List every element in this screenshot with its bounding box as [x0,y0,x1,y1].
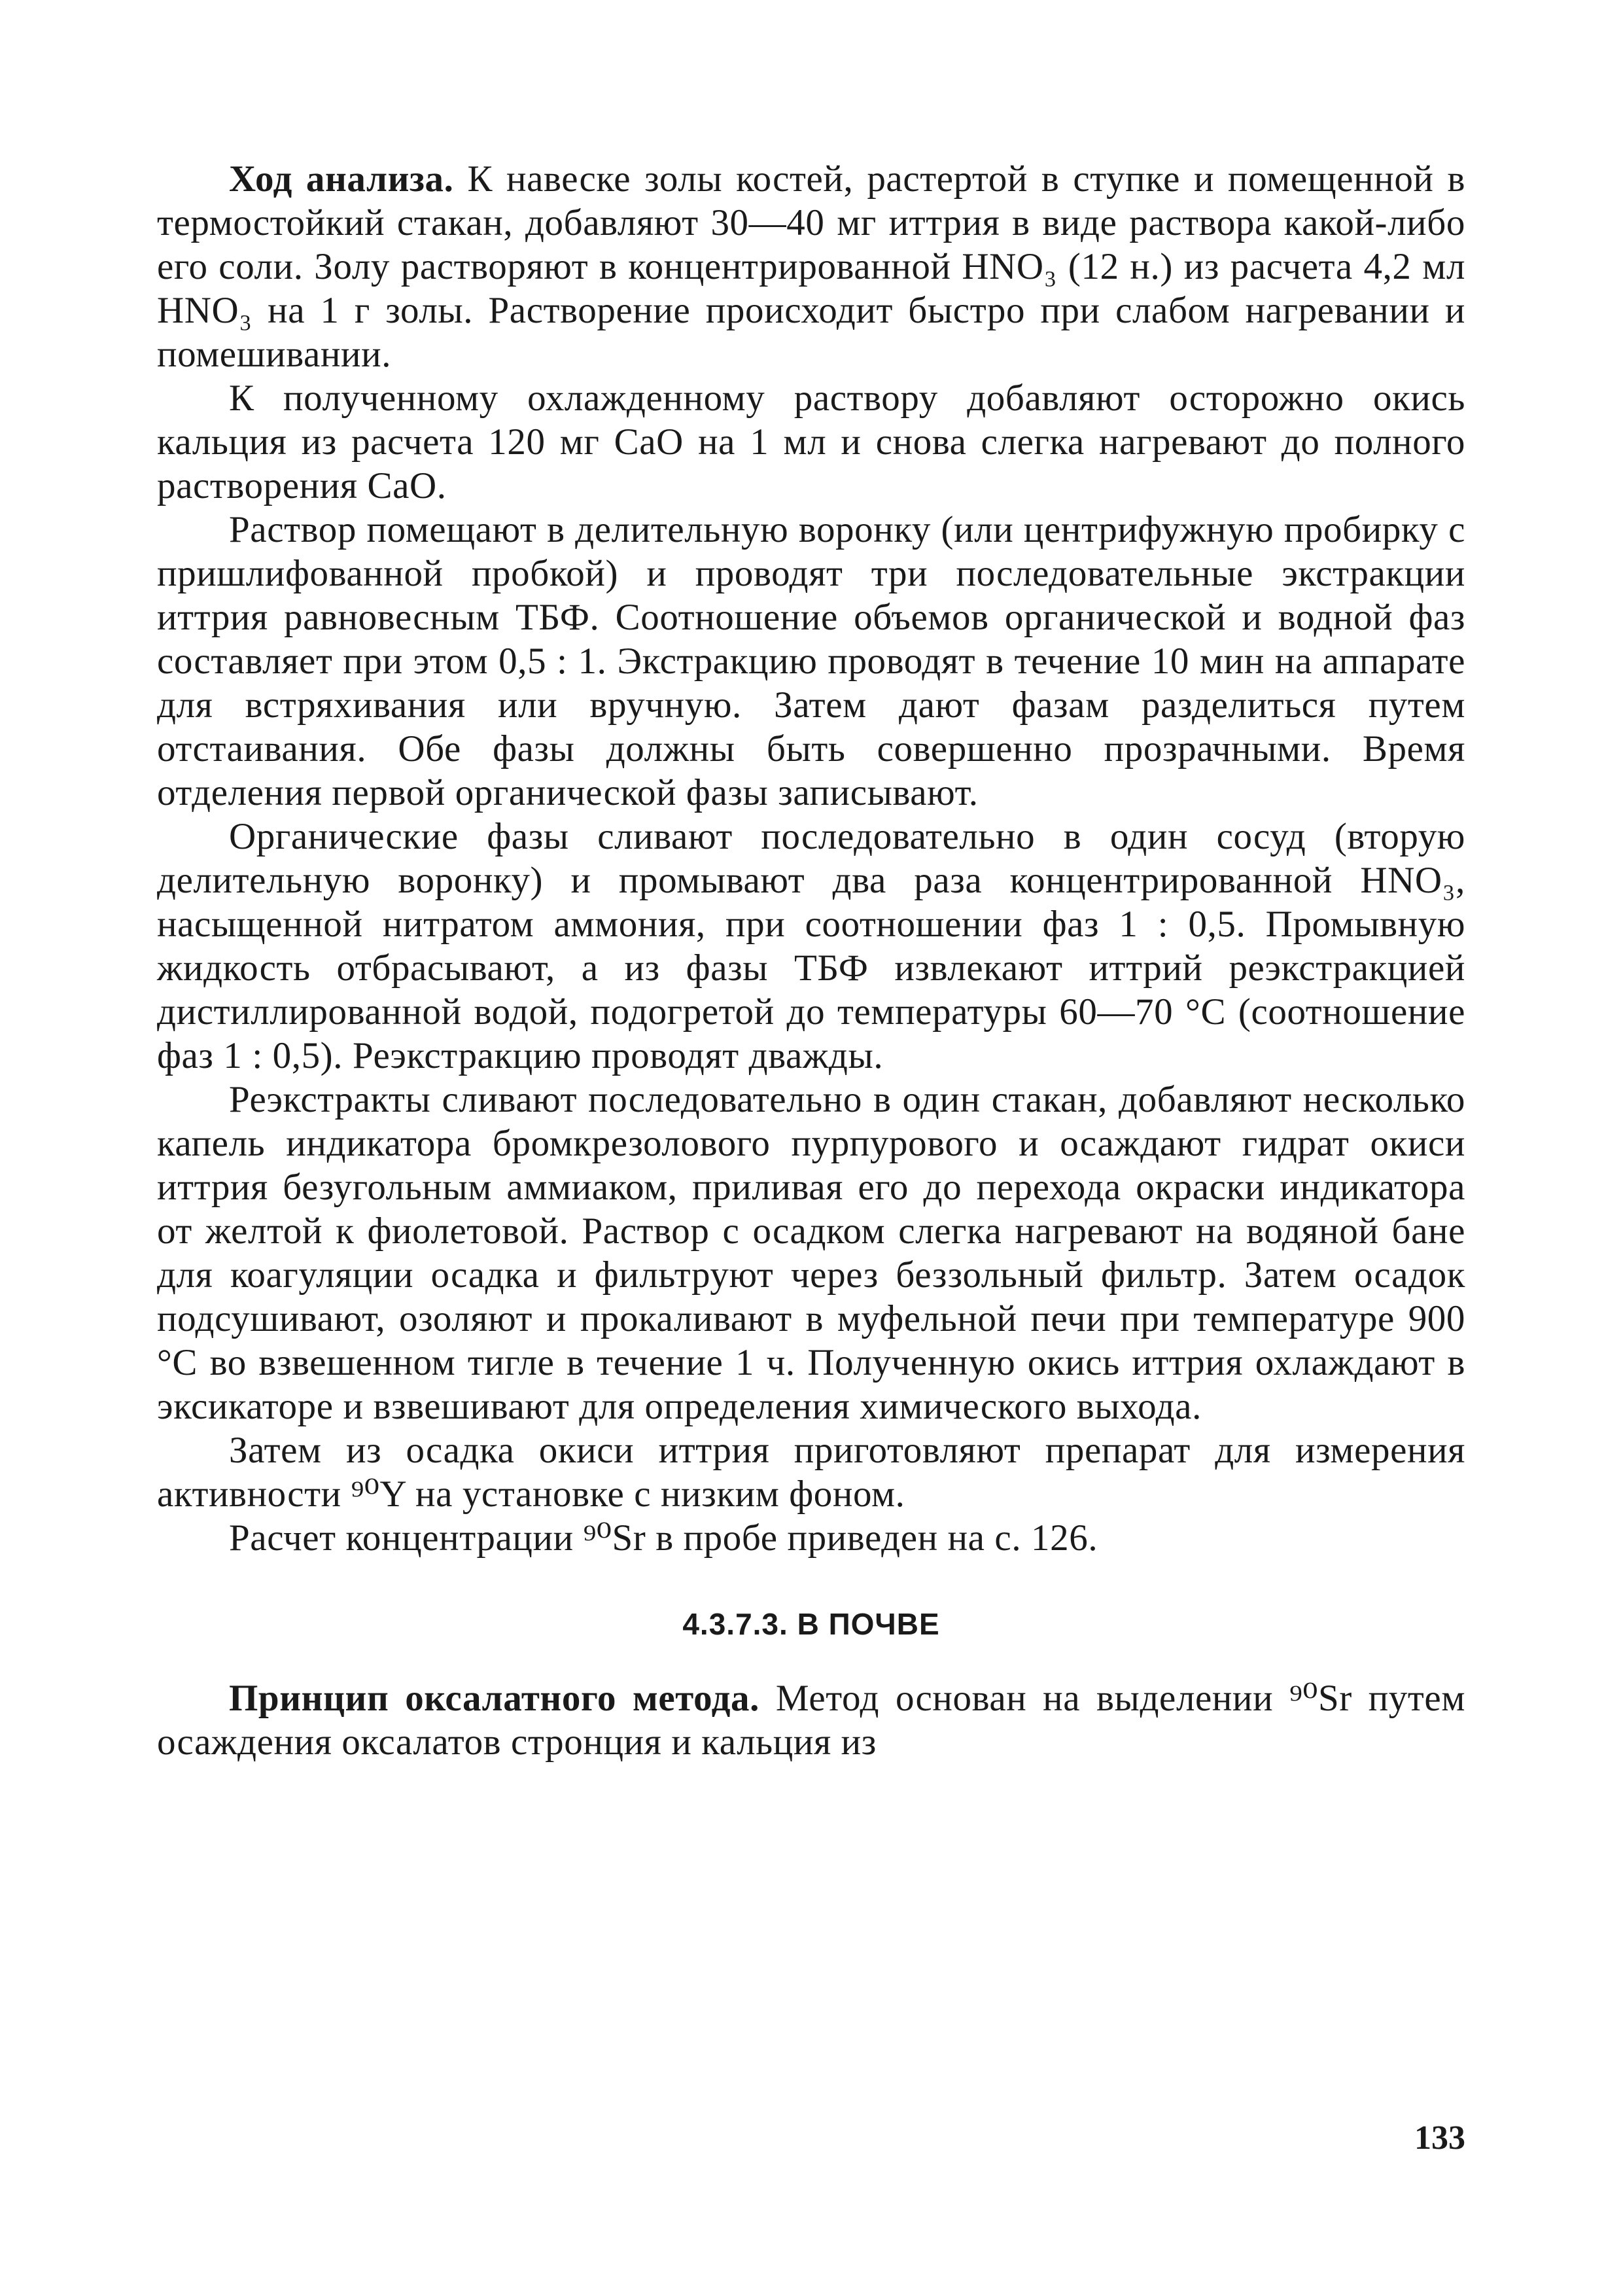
paragraph-text: Реэкстракты сливают последовательно в один стакан, добавляют несколько капель индикатора бромкрезолового пурпурового и осаждают гидрат окиси иттрия безугольным аммиаком, приливая его до перехода окраски индикатора от желтой к фиолетовой. Раствор с осадком слегка нагревают на водяной бане для коагуляции осадка и фильтруют через беззольный фильтр. Затем осадок подсушивают, озоляют и прокаливают в муфельной печи при температуре 900 °C во взвешенном тигле в течение 1 ч. Полученную окись иттрия охлаждают в эксикаторе и взвешивают для определения химического выхода. [157,1079,1465,1427]
paragraph-text: Метод основан на выделении ⁹⁰Sr путем осаждения оксалатов стронция и кальция из [157,1678,1465,1763]
paragraph-analysis-procedure [157,157,1465,376]
paragraph-calcium-oxide [157,376,1465,508]
paragraph-text: К навеске золы костей, растертой в ступке и помещенной в термостойкий стакан, добавляют 30—40 мг иттрия в виде раствора какой-либо его соли. Золу растворяют в концентрированной HNO₃ (12 н.) из расчета 4,2 мл HNO₃ на 1 г золы. Растворение происходит быстро при слабом нагревании и помешивании. [157,158,1465,375]
paragraph-extraction [157,508,1465,815]
paragraph-reextracts [157,1078,1465,1428]
paragraph-text: Раствор помещают в делительную воронку (или центрифужную пробирку с пришлифованной пробкой) и проводят три последовательные экстракции иттрия равновесным ТБФ. Соотношение объемов органической и водной фаз составляет при этом 0,5 : 1. Экстракцию проводят в течение 10 мин на аппарате для встряхивания или вручную. Затем дают фазам разделиться путем отстаивания. Обе фазы должны быть совершенно прозрачными. Время отделения первой органической фазы записывают. [157,509,1465,813]
paragraph-calculation-reference [157,1516,1465,1560]
page-number: 133 [1414,2119,1465,2157]
paragraph-lead: Принцип оксалатного метода. [229,1678,759,1719]
paragraph-text: К полученному охлажденному раствору добавляют осторожно окись кальция из расчета 120 мг CaO на 1 мл и снова слегка нагревают до полного растворения CaO. [157,378,1465,506]
paragraph-text: Органические фазы сливают последовательно в один сосуд (вторую делительную воронку) и промывают два раза концентрированной HNO₃, насыщенной нитратом аммония, при соотношении фаз 1 : 0,5. Промывную жидкость отбрасывают, а из фазы ТБФ извлекают иттрий реэкстракцией дистиллированной водой, подогретой до температуры 60—70 °C (соотношение фаз 1 : 0,5). Реэкстракцию проводят дважды. [157,816,1465,1076]
section-heading: 4.3.7.3. В ПОЧВЕ [682,1607,940,1641]
document-page [157,157,1465,2205]
paragraph-oxalate-method [157,1676,1465,1764]
paragraph-organic-phases [157,815,1465,1078]
paragraph-lead: Ход анализа. [229,158,454,200]
paragraph-text: Затем из осадка окиси иттрия приготовляют препарат для измерения активности ⁹⁰Y на установке с низким фоном. [157,1430,1465,1515]
paragraph-text: Расчет концентрации ⁹⁰Sr в пробе приведен на с. 126. [229,1517,1098,1559]
paragraph-preparation [157,1428,1465,1516]
